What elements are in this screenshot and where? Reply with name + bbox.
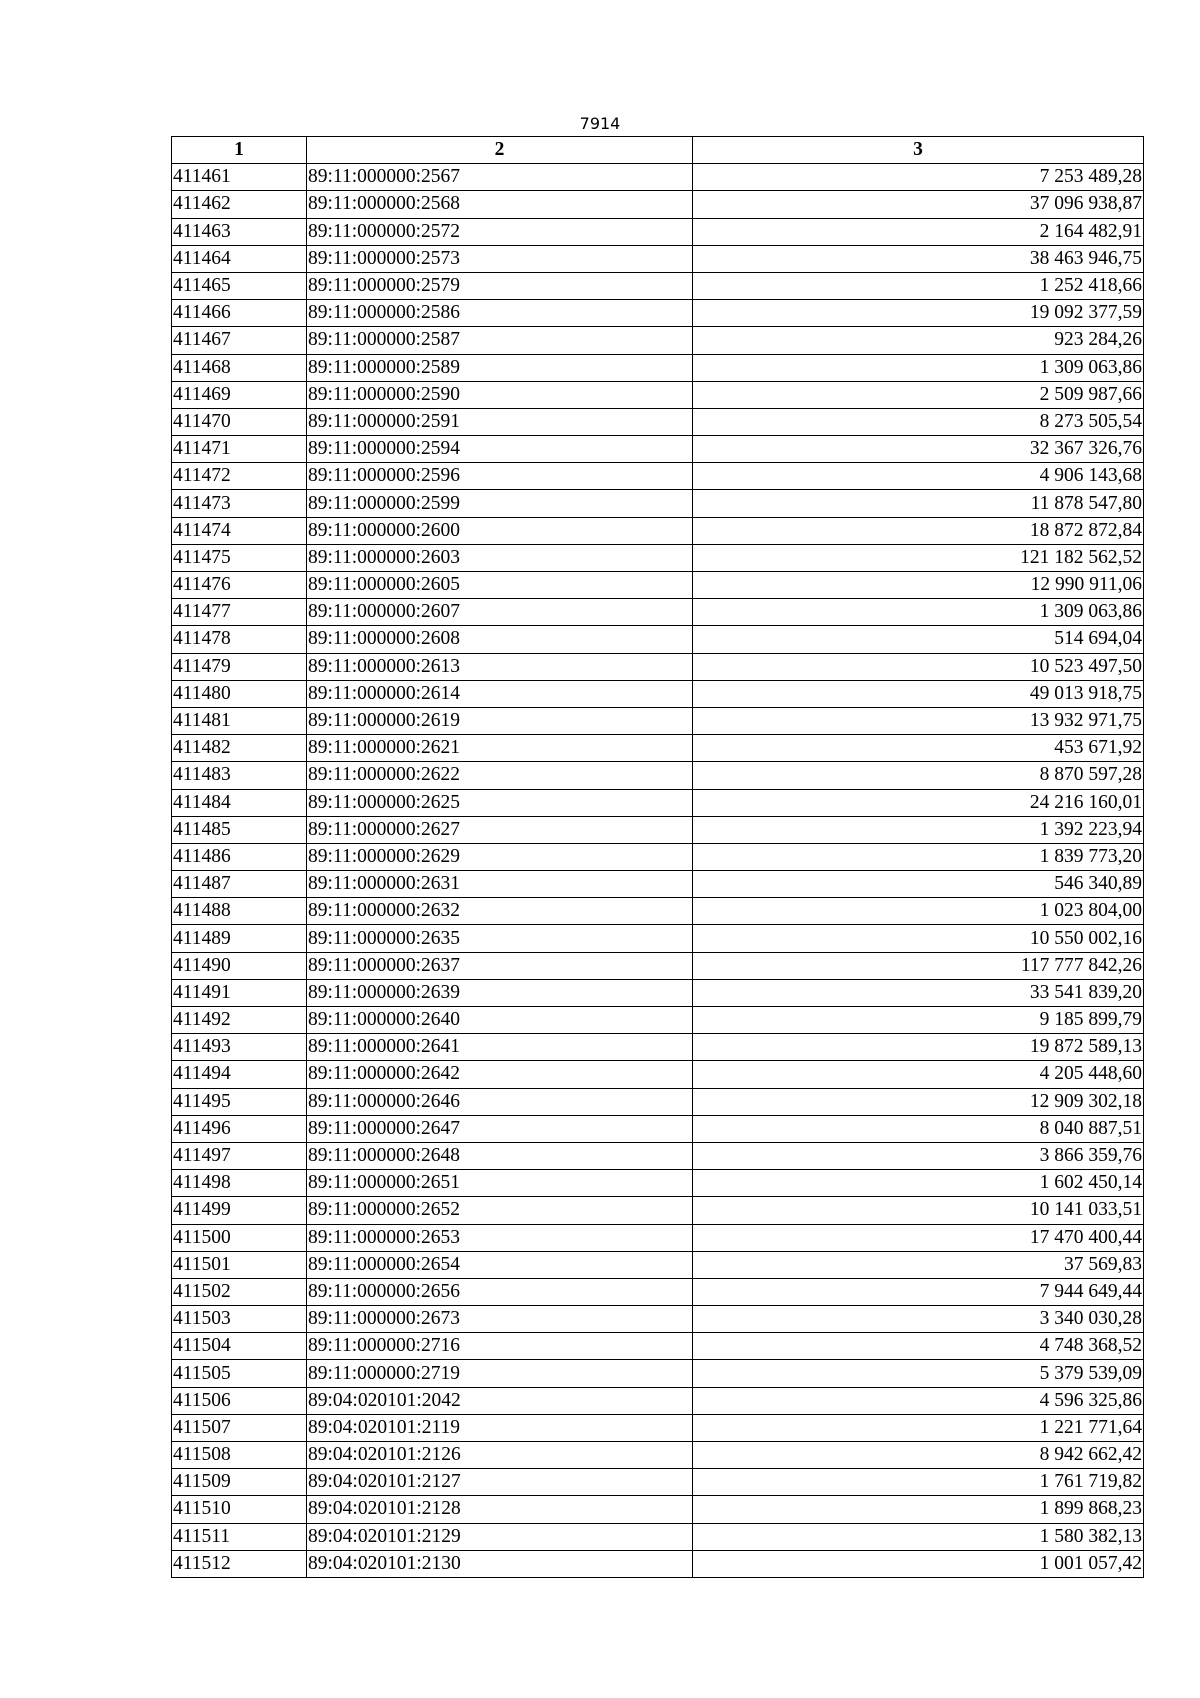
value-cell: 1 023 804,00 [693,898,1144,925]
table-row [172,1333,1144,1360]
row-number-cell: 411475 [172,544,307,571]
row-number-cell: 411501 [172,1251,307,1278]
cadastral-number-cell: 89:11:000000:2632 [307,898,693,925]
row-number-cell: 411461 [172,164,307,191]
value-cell: 9 185 899,79 [693,1007,1144,1034]
row-number-cell: 411491 [172,979,307,1006]
value-cell: 1 392 223,94 [693,816,1144,843]
table-row [172,354,1144,381]
value-cell: 19 092 377,59 [693,300,1144,327]
value-cell: 514 694,04 [693,626,1144,653]
table-row [172,1170,1144,1197]
row-number-cell: 411462 [172,191,307,218]
table-row [172,871,1144,898]
row-number-cell: 411463 [172,218,307,245]
table-row [172,979,1144,1006]
value-cell: 13 932 971,75 [693,707,1144,734]
cadastral-number-cell: 89:11:000000:2656 [307,1278,693,1305]
cadastral-number-cell: 89:11:000000:2654 [307,1251,693,1278]
cadastral-number-cell: 89:04:020101:2128 [307,1496,693,1523]
cadastral-number-cell: 89:04:020101:2127 [307,1469,693,1496]
table-row [172,1414,1144,1441]
table-row [172,952,1144,979]
table-row [172,300,1144,327]
column-header-1: 1 [172,137,307,164]
value-cell: 4 906 143,68 [693,463,1144,490]
cadastral-number-cell: 89:11:000000:2641 [307,1034,693,1061]
row-number-cell: 411468 [172,354,307,381]
cadastral-number-cell: 89:11:000000:2625 [307,789,693,816]
table-row [172,463,1144,490]
cadastral-number-cell: 89:04:020101:2042 [307,1387,693,1414]
table-row [172,408,1144,435]
page-number: 7914 [579,114,621,133]
row-number-cell: 411495 [172,1088,307,1115]
cadastral-number-cell: 89:11:000000:2613 [307,653,693,680]
table-row [172,599,1144,626]
row-number-cell: 411483 [172,762,307,789]
table-row [172,544,1144,571]
table-row [172,1360,1144,1387]
cadastral-number-cell: 89:11:000000:2579 [307,272,693,299]
row-number-cell: 411512 [172,1550,307,1577]
cadastral-number-cell: 89:11:000000:2591 [307,408,693,435]
value-cell: 1 252 418,66 [693,272,1144,299]
table-row [172,1306,1144,1333]
cadastral-number-cell: 89:11:000000:2567 [307,164,693,191]
value-cell: 32 367 326,76 [693,436,1144,463]
table-row [172,1034,1144,1061]
data-table [171,136,1144,1578]
table-row [172,1550,1144,1577]
cadastral-number-cell: 89:11:000000:2605 [307,572,693,599]
value-cell: 1 001 057,42 [693,1550,1144,1577]
value-cell: 49 013 918,75 [693,680,1144,707]
value-cell: 2 164 482,91 [693,218,1144,245]
value-cell: 1 309 063,86 [693,599,1144,626]
table-row [172,1224,1144,1251]
table-row [172,1088,1144,1115]
cadastral-number-cell: 89:11:000000:2635 [307,925,693,952]
cadastral-number-cell: 89:11:000000:2639 [307,979,693,1006]
row-number-cell: 411509 [172,1469,307,1496]
value-cell: 8 870 597,28 [693,762,1144,789]
row-number-cell: 411507 [172,1414,307,1441]
value-cell: 2 509 987,66 [693,381,1144,408]
row-number-cell: 411477 [172,599,307,626]
cadastral-number-cell: 89:11:000000:2619 [307,707,693,734]
row-number-cell: 411506 [172,1387,307,1414]
value-cell: 7 253 489,28 [693,164,1144,191]
cadastral-number-cell: 89:11:000000:2568 [307,191,693,218]
cadastral-number-cell: 89:11:000000:2589 [307,354,693,381]
cadastral-number-cell: 89:11:000000:2600 [307,517,693,544]
row-number-cell: 411486 [172,843,307,870]
cadastral-number-cell: 89:11:000000:2631 [307,871,693,898]
table-row [172,572,1144,599]
row-number-cell: 411488 [172,898,307,925]
row-number-cell: 411494 [172,1061,307,1088]
value-cell: 10 550 002,16 [693,925,1144,952]
row-number-cell: 411472 [172,463,307,490]
table-row [172,272,1144,299]
row-number-cell: 411473 [172,490,307,517]
value-cell: 1 899 868,23 [693,1496,1144,1523]
cadastral-number-cell: 89:04:020101:2119 [307,1414,693,1441]
row-number-cell: 411496 [172,1115,307,1142]
value-cell: 1 309 063,86 [693,354,1144,381]
value-cell: 24 216 160,01 [693,789,1144,816]
value-cell: 453 671,92 [693,735,1144,762]
row-number-cell: 411465 [172,272,307,299]
value-cell: 1 580 382,13 [693,1523,1144,1550]
row-number-cell: 411466 [172,300,307,327]
row-number-cell: 411500 [172,1224,307,1251]
cadastral-number-cell: 89:11:000000:2648 [307,1142,693,1169]
cadastral-number-cell: 89:11:000000:2622 [307,762,693,789]
cadastral-number-cell: 89:11:000000:2646 [307,1088,693,1115]
table-row [172,1197,1144,1224]
cadastral-number-cell: 89:11:000000:2587 [307,327,693,354]
value-cell: 1 761 719,82 [693,1469,1144,1496]
value-cell: 7 944 649,44 [693,1278,1144,1305]
value-cell: 8 040 887,51 [693,1115,1144,1142]
value-cell: 19 872 589,13 [693,1034,1144,1061]
cadastral-number-cell: 89:04:020101:2130 [307,1550,693,1577]
cadastral-number-cell: 89:04:020101:2129 [307,1523,693,1550]
row-number-cell: 411492 [172,1007,307,1034]
table-row [172,626,1144,653]
value-cell: 117 777 842,26 [693,952,1144,979]
value-cell: 4 596 325,86 [693,1387,1144,1414]
table-body [172,164,1144,1578]
table-row [172,245,1144,272]
table-row [172,789,1144,816]
value-cell: 18 872 872,84 [693,517,1144,544]
table-row [172,1007,1144,1034]
cadastral-number-cell: 89:11:000000:2647 [307,1115,693,1142]
row-number-cell: 411481 [172,707,307,734]
value-cell: 5 379 539,09 [693,1360,1144,1387]
cadastral-number-cell: 89:11:000000:2673 [307,1306,693,1333]
cadastral-number-cell: 89:11:000000:2640 [307,1007,693,1034]
table-row [172,816,1144,843]
column-header-2: 2 [307,137,693,164]
table-row [172,381,1144,408]
row-number-cell: 411510 [172,1496,307,1523]
cadastral-number-cell: 89:11:000000:2716 [307,1333,693,1360]
cadastral-number-cell: 89:04:020101:2126 [307,1442,693,1469]
value-cell: 8 273 505,54 [693,408,1144,435]
row-number-cell: 411497 [172,1142,307,1169]
row-number-cell: 411505 [172,1360,307,1387]
value-cell: 12 990 911,06 [693,572,1144,599]
value-cell: 12 909 302,18 [693,1088,1144,1115]
cadastral-number-cell: 89:11:000000:2573 [307,245,693,272]
cadastral-number-cell: 89:11:000000:2642 [307,1061,693,1088]
table-row [172,1496,1144,1523]
cadastral-number-cell: 89:11:000000:2586 [307,300,693,327]
table-row [172,191,1144,218]
table-row [172,1061,1144,1088]
table-row [172,1523,1144,1550]
value-cell: 4 205 448,60 [693,1061,1144,1088]
value-cell: 10 141 033,51 [693,1197,1144,1224]
cadastral-number-cell: 89:11:000000:2614 [307,680,693,707]
cadastral-number-cell: 89:11:000000:2590 [307,381,693,408]
cadastral-number-cell: 89:11:000000:2719 [307,1360,693,1387]
row-number-cell: 411478 [172,626,307,653]
value-cell: 121 182 562,52 [693,544,1144,571]
table-row [172,680,1144,707]
value-cell: 10 523 497,50 [693,653,1144,680]
value-cell: 38 463 946,75 [693,245,1144,272]
row-number-cell: 411480 [172,680,307,707]
value-cell: 37 569,83 [693,1251,1144,1278]
row-number-cell: 411490 [172,952,307,979]
value-cell: 3 866 359,76 [693,1142,1144,1169]
row-number-cell: 411476 [172,572,307,599]
cadastral-number-cell: 89:11:000000:2608 [307,626,693,653]
value-cell: 1 602 450,14 [693,1170,1144,1197]
table-row [172,735,1144,762]
row-number-cell: 411467 [172,327,307,354]
cadastral-number-cell: 89:11:000000:2596 [307,463,693,490]
row-number-cell: 411479 [172,653,307,680]
cadastral-number-cell: 89:11:000000:2629 [307,843,693,870]
table-row [172,517,1144,544]
value-cell: 1 839 773,20 [693,843,1144,870]
cadastral-number-cell: 89:11:000000:2603 [307,544,693,571]
cadastral-number-cell: 89:11:000000:2637 [307,952,693,979]
row-number-cell: 411482 [172,735,307,762]
table-row [172,1251,1144,1278]
table-row [172,490,1144,517]
value-cell: 3 340 030,28 [693,1306,1144,1333]
value-cell: 11 878 547,80 [693,490,1144,517]
value-cell: 37 096 938,87 [693,191,1144,218]
value-cell: 923 284,26 [693,327,1144,354]
table-row [172,707,1144,734]
cadastral-number-cell: 89:11:000000:2653 [307,1224,693,1251]
cadastral-number-cell: 89:11:000000:2627 [307,816,693,843]
table-row [172,1142,1144,1169]
table-row [172,843,1144,870]
row-number-cell: 411474 [172,517,307,544]
table-row [172,218,1144,245]
value-cell: 1 221 771,64 [693,1414,1144,1441]
value-cell: 4 748 368,52 [693,1333,1144,1360]
table-row [172,1387,1144,1414]
cadastral-number-cell: 89:11:000000:2652 [307,1197,693,1224]
cadastral-number-cell: 89:11:000000:2594 [307,436,693,463]
row-number-cell: 411484 [172,789,307,816]
row-number-cell: 411511 [172,1523,307,1550]
header-row [172,137,1144,164]
row-number-cell: 411464 [172,245,307,272]
table-row [172,1469,1144,1496]
row-number-cell: 411499 [172,1197,307,1224]
table-row [172,898,1144,925]
row-number-cell: 411487 [172,871,307,898]
row-number-cell: 411493 [172,1034,307,1061]
table-row [172,436,1144,463]
cadastral-number-cell: 89:11:000000:2599 [307,490,693,517]
table-row [172,164,1144,191]
table-row [172,327,1144,354]
row-number-cell: 411503 [172,1306,307,1333]
table-row [172,1278,1144,1305]
cadastral-number-cell: 89:11:000000:2572 [307,218,693,245]
value-cell: 33 541 839,20 [693,979,1144,1006]
cadastral-number-cell: 89:11:000000:2607 [307,599,693,626]
row-number-cell: 411485 [172,816,307,843]
row-number-cell: 411502 [172,1278,307,1305]
table-row [172,925,1144,952]
value-cell: 8 942 662,42 [693,1442,1144,1469]
row-number-cell: 411498 [172,1170,307,1197]
table-row [172,762,1144,789]
cadastral-number-cell: 89:11:000000:2621 [307,735,693,762]
table-row [172,1442,1144,1469]
table-row [172,1115,1144,1142]
row-number-cell: 411469 [172,381,307,408]
value-cell: 546 340,89 [693,871,1144,898]
row-number-cell: 411470 [172,408,307,435]
table-row [172,653,1144,680]
row-number-cell: 411471 [172,436,307,463]
row-number-cell: 411504 [172,1333,307,1360]
row-number-cell: 411489 [172,925,307,952]
row-number-cell: 411508 [172,1442,307,1469]
value-cell: 17 470 400,44 [693,1224,1144,1251]
cadastral-number-cell: 89:11:000000:2651 [307,1170,693,1197]
column-header-3: 3 [693,137,1144,164]
